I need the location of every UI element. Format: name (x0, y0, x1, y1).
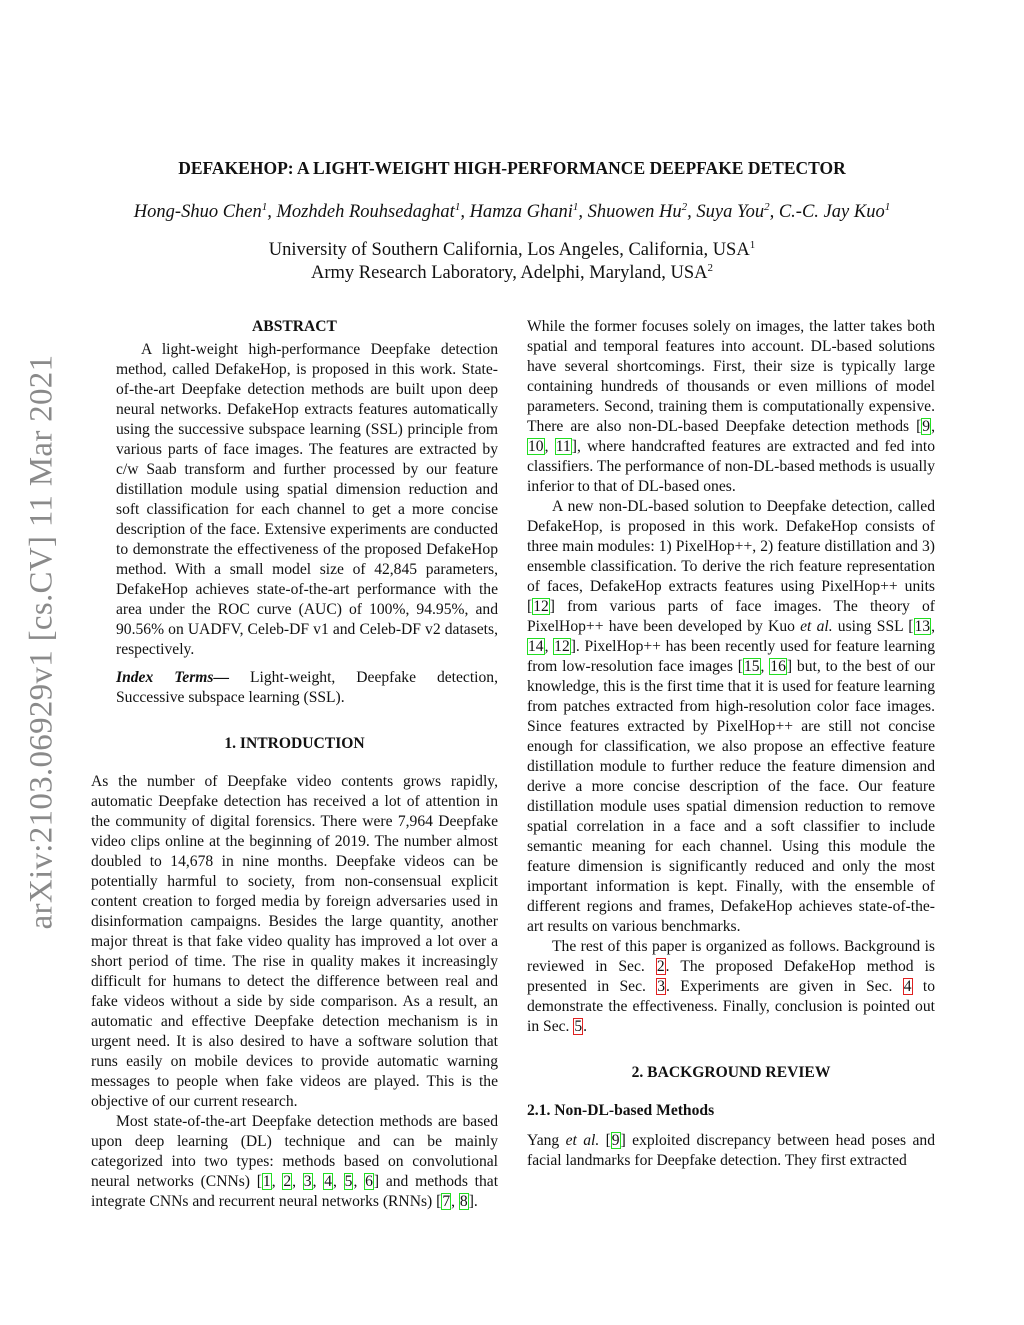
citation-link[interactable]: 11 (555, 438, 571, 455)
text-run: . The proposed DefakeHop method is presented in Sec. (527, 958, 935, 995)
text-run: ] from various parts of face images. The theory of PixelHop++ have been developed by Kuo (527, 598, 935, 635)
text-run: , (931, 418, 935, 435)
text-run: , C.-C. Jay Kuo (769, 202, 885, 222)
index-terms-label: Index Terms— (116, 669, 230, 686)
affiliation-superscript: 2 (764, 200, 770, 213)
text-run: , (451, 1193, 459, 1210)
arxiv-identifier-stamp: arXiv:2103.06929v1 [cs.CV] 11 Mar 2021 (23, 354, 60, 930)
background-heading: 2. BACKGROUND REVIEW (631, 1064, 831, 1081)
text-run: [ (599, 1132, 611, 1149)
section-ref-link[interactable]: 2 (656, 958, 665, 975)
paper-title: DEFAKEHOP: A LIGHT-WEIGHT HIGH-PERFORMANCE DEEPFAKE DETECTOR (178, 158, 846, 178)
affiliation-superscript: 1 (572, 200, 579, 213)
text-run: , (271, 1173, 283, 1190)
citation-link[interactable]: 8 (459, 1193, 468, 1210)
text-run: , (760, 658, 770, 675)
citation-link[interactable]: 10 (528, 438, 544, 455)
intro-paragraph-4 (527, 937, 935, 1037)
text-run: As the number of Deepfake video contents grows rapidly, automatic Deepfake detection has received a lot of attention in the community of digital forensics. There were 7,964 Deepfake video clips online at the beginning of 2019. The number almost doubled to 14,678 in nine months. Deepfake videos can be potentially harmful to society, from non-consensual explicit content creation to forged media by foreign adversaries used in disinformation campaigns. Besides the large quantity, another major threat is that fake video quality has improved a lot over a short period of time. The rise in quality makes it increasingly difficult for humans to detect the difference between real and fake videos without a side by side comparison. As a result, an automatic and effective Deepfake detection mechanism is in urgent need. It is also desired to have a software solution that runs easily on mobile devices to provide automatic warning messages to people when fake videos are played. This is the objective of our current research. (91, 773, 498, 1110)
text-run: Most state-of-the-art Deepfake detection methods are based upon deep learning (DL) technique and can be mainly categorized into two types: methods based on convolutional neural networks (CNNs) [ (91, 1113, 498, 1190)
citation-link[interactable]: 12 (533, 598, 549, 615)
affiliation-superscript: 1 (884, 200, 891, 213)
text-run: A new non-DL-based solution to Deepfake detection, called DefakeHop, is proposed in this work. DefakeHop consists of three main modules: 1) PixelHop++, 2) feature distillation and 3) ensemble classification. To derive the rich feature representation of faces, DefakeHop extracts features using PixelHop++ units [ (527, 498, 935, 615)
affiliation-superscript: 2 (707, 261, 713, 274)
text-run: , (353, 1173, 365, 1190)
text-run: , Mozhdeh Rouhsedaghat (267, 202, 455, 222)
section-ref-link[interactable]: 3 (657, 978, 665, 995)
text-run: , (931, 618, 935, 635)
citation-link[interactable]: 4 (324, 1173, 333, 1190)
citation-link[interactable]: 3 (303, 1173, 312, 1190)
text-run: , (312, 1173, 324, 1190)
intro-paragraph-2-continued (527, 317, 935, 497)
affiliation-usc (0, 240, 1024, 261)
abstract-heading: ABSTRACT (252, 318, 337, 335)
affiliation-superscript: 1 (454, 200, 461, 213)
intro-paragraph-2 (91, 1112, 498, 1212)
text-run: , (333, 1173, 344, 1190)
citation-link[interactable]: 9 (922, 418, 931, 435)
citation-link[interactable]: 6 (365, 1173, 373, 1190)
citation-link[interactable]: 15 (743, 658, 760, 675)
background-paragraph-1 (527, 1131, 935, 1171)
text-run: ] and methods that integrate CNNs and recurrent neural networks (RNNs) [ (91, 1173, 499, 1210)
text-run: Light-weight, Deepfake detection, Successive subspace learning (SSL). (116, 669, 499, 706)
text-run: . Experiments are given in Sec. (666, 978, 903, 995)
text-run: . (583, 1018, 588, 1035)
text-run: to demonstrate the effectiveness. Finally, conclusion is pointed out in Sec. (527, 978, 935, 1035)
affiliation-superscript: 2 (681, 200, 688, 213)
intro-heading: 1. INTRODUCTION (224, 735, 365, 752)
citation-link[interactable]: 5 (344, 1173, 353, 1190)
italic-text: et al. (565, 1132, 600, 1149)
section-ref-link[interactable]: 5 (574, 1018, 583, 1035)
citation-link[interactable]: 7 (442, 1193, 451, 1210)
text-run: , (544, 638, 554, 655)
affiliation-superscript: 1 (749, 238, 756, 251)
text-run: While the former focuses solely on images, the latter takes both spatial and temporal features into account. DL-based solutions have several shortcomings. First, their size is typically large containing hundreds of thousands or even millions of model parameters. Second, training them is computationally expensive. There are also non-DL-based Deepfake detection methods [ (527, 318, 935, 435)
text-run: University of Southern California, Los Angeles, California, USA (268, 240, 750, 260)
text-run: ] but, to the best of our knowledge, this is the first time that it is used for feature learning from patches extracted from high-resolution color face images. Since features extracted by PixelHop++ are still not concise enough for classification, we also propose an effective feature distillation module to further reduce the feature dimension and derive a more concise description of the face. Our feature distillation module uses spatial dimension reduction to remove spatial correlation in a face and a soft classifier to include semantic meaning for each channel. Using this module the feature dimension is significantly reduced and only the most important information is kept. Finally, with the ensemble of different regions and frames, DefakeHop achieves state-of-the-art results on various benchmarks. (527, 658, 936, 935)
text-run: , Shuowen Hu (578, 202, 682, 222)
intro-paragraph-1 (91, 772, 498, 1112)
text-run: , Hamza Ghani (460, 202, 573, 222)
right-column (527, 317, 935, 1171)
affiliation-superscript: 1 (261, 200, 268, 213)
text-run: ], where handcrafted features are extracted and fed into classifiers. The performance of non-DL-based methods is usually inferior to that of DL-based ones. (527, 438, 936, 495)
abstract-text (116, 340, 498, 660)
intro-paragraph-3 (527, 497, 935, 937)
left-column (91, 317, 498, 1212)
text-run: A light-weight high-performance Deepfake detection method, called DefakeHop, is proposed in this work. State-of-the-art Deepfake detection methods are built upon deep neural networks. DefakeHop extracts features automatically using the successive subspace learning (SSL) principle from various parts of face images. The features are extracted by c/w Saab transform and further processed by our feature distillation module using spatial dimension reduction and soft classification for each channel to get a more concise description of the face. Extensive experiments are conducted to demonstrate the effectiveness of the proposed DefakeHop method. With a small model size of 42,845 parameters, DefakeHop achieves state-of-the-art performance with the area under the ROC curve (AUC) of 100%, 94.95%, and 90.56% on UADFV, Celeb-DF v1 and Celeb-DF v2 datasets, respectively. (116, 341, 498, 658)
text-run: , (292, 1173, 303, 1190)
text-run: , Suya You (687, 202, 765, 222)
italic-text: et al. (800, 618, 833, 635)
text-run: Hong-Shuo Chen (133, 202, 262, 222)
citation-link[interactable]: 12 (554, 638, 570, 655)
citation-link[interactable]: 14 (528, 638, 544, 655)
text-run: Army Research Laboratory, Adelphi, Maryland, USA (311, 263, 708, 283)
text-run: The rest of this paper is organized as follows. Background is reviewed in Sec. (527, 938, 935, 975)
text-run: , (544, 438, 555, 455)
text-run: Yang (527, 1132, 566, 1149)
citation-link[interactable]: 16 (770, 658, 786, 675)
affiliation-arl (0, 263, 1024, 284)
citation-link[interactable]: 13 (914, 618, 931, 635)
author-list (0, 202, 1024, 223)
text-run: ] exploited discrepancy between head poses and facial landmarks for Deepfake detection. They first extracted (527, 1132, 935, 1169)
text-run: ]. PixelHop++ has been recently used for feature learning from low-resolution face images [ (527, 638, 936, 675)
citation-link[interactable]: 2 (283, 1173, 292, 1190)
index-terms (116, 668, 498, 708)
text-run: ]. (468, 1193, 478, 1210)
citation-link[interactable]: 9 (611, 1132, 620, 1149)
citation-link[interactable]: 1 (262, 1173, 271, 1190)
section-ref-link[interactable]: 4 (903, 978, 912, 995)
text-run: using SSL [ (832, 618, 914, 635)
non-dl-methods-subheading: 2.1. Non-DL-based Methods (527, 1102, 715, 1119)
